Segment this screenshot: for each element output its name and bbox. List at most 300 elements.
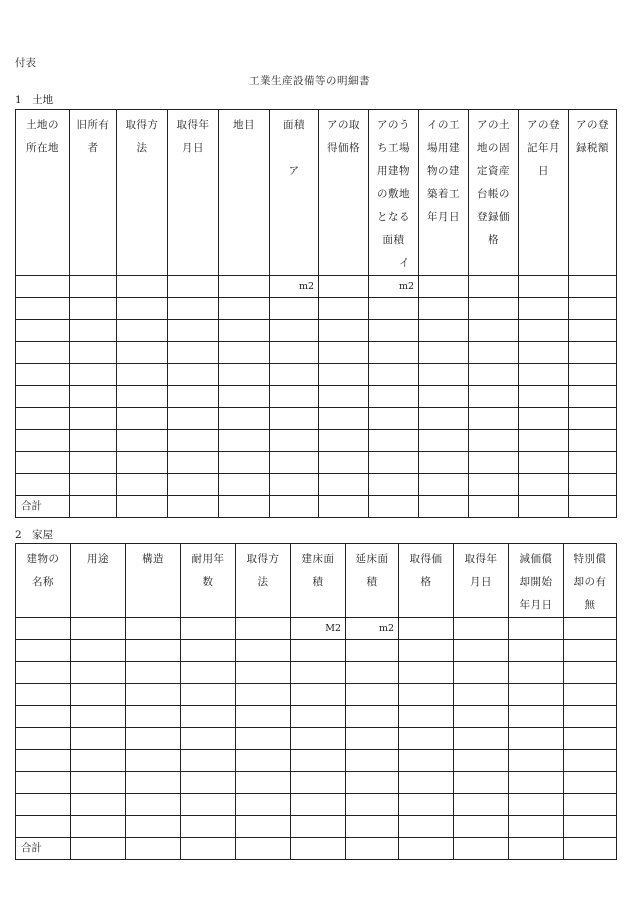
house-data-cell[interactable] xyxy=(291,750,346,772)
house-header-cell xyxy=(509,544,564,618)
house-data-cell[interactable] xyxy=(399,750,454,772)
land-data-cell[interactable] xyxy=(168,298,219,320)
house-data-cell[interactable] xyxy=(71,662,126,684)
house-data-cell[interactable] xyxy=(509,794,564,816)
house-data-cell[interactable] xyxy=(346,728,399,750)
house-data-cell[interactable] xyxy=(236,640,291,662)
land-data-cell[interactable] xyxy=(219,320,270,342)
house-header-cell xyxy=(454,544,509,618)
house-data-cell[interactable] xyxy=(346,794,399,816)
land-data-cell[interactable] xyxy=(168,452,219,474)
land-data-cell[interactable] xyxy=(569,386,617,408)
house-data-cell[interactable] xyxy=(126,816,181,838)
house-data-cell[interactable] xyxy=(399,772,454,794)
house-data-cell[interactable] xyxy=(126,618,181,640)
land-header-cell xyxy=(419,110,469,276)
house-total-cell[interactable] xyxy=(71,838,126,860)
land-data-cell[interactable] xyxy=(270,474,319,496)
house-header-label: 耐用年 数 xyxy=(191,553,225,588)
land-data-cell[interactable] xyxy=(219,408,270,430)
house-data-cell[interactable] xyxy=(399,640,454,662)
house-data-cell[interactable] xyxy=(126,772,181,794)
house-data-cell[interactable] xyxy=(509,662,564,684)
land-header-label: アの登 記年月 日 xyxy=(527,119,560,177)
land-total-cell[interactable] xyxy=(419,496,469,518)
house-data-cell[interactable] xyxy=(346,640,399,662)
land-data-cell[interactable] xyxy=(319,298,369,320)
land-data-cell[interactable] xyxy=(168,408,219,430)
house-data-cell[interactable] xyxy=(236,772,291,794)
house-unit-cell[interactable]: m2 xyxy=(346,618,399,640)
land-data-cell[interactable] xyxy=(270,364,319,386)
house-data-row xyxy=(16,772,617,794)
land-data-cell[interactable] xyxy=(419,276,469,298)
house-header-label: 減価償 却開始 年月日 xyxy=(519,553,553,611)
land-data-cell[interactable] xyxy=(519,364,569,386)
land-data-cell[interactable] xyxy=(117,342,168,364)
land-data-row xyxy=(16,342,617,364)
house-data-cell[interactable] xyxy=(564,618,617,640)
land-data-cell[interactable] xyxy=(70,386,117,408)
land-data-cell[interactable] xyxy=(319,430,369,452)
land-data-cell[interactable] xyxy=(16,320,70,342)
land-data-cell[interactable] xyxy=(117,364,168,386)
house-data-cell[interactable] xyxy=(454,618,509,640)
house-data-cell[interactable] xyxy=(399,706,454,728)
land-total-cell[interactable] xyxy=(369,496,419,518)
house-data-cell[interactable] xyxy=(564,794,617,816)
land-total-cell[interactable] xyxy=(70,496,117,518)
land-data-cell[interactable] xyxy=(519,276,569,298)
house-data-cell[interactable] xyxy=(509,750,564,772)
house-data-cell[interactable] xyxy=(71,640,126,662)
house-data-cell[interactable] xyxy=(126,794,181,816)
land-total-cell[interactable] xyxy=(270,496,319,518)
house-data-cell[interactable] xyxy=(509,772,564,794)
land-data-cell[interactable] xyxy=(168,320,219,342)
land-data-cell[interactable] xyxy=(469,298,519,320)
house-data-cell[interactable] xyxy=(291,794,346,816)
land-header-label: アの登 録税額 xyxy=(576,119,609,154)
land-data-cell[interactable] xyxy=(369,386,419,408)
land-total-cell[interactable] xyxy=(219,496,270,518)
house-total-cell[interactable] xyxy=(236,838,291,860)
land-data-cell[interactable] xyxy=(569,298,617,320)
house-data-cell[interactable] xyxy=(346,684,399,706)
house-data-cell[interactable] xyxy=(291,640,346,662)
land-data-cell[interactable] xyxy=(469,386,519,408)
house-data-cell[interactable] xyxy=(454,794,509,816)
land-data-cell[interactable] xyxy=(16,298,70,320)
house-data-cell[interactable] xyxy=(291,772,346,794)
land-data-cell[interactable] xyxy=(519,430,569,452)
land-data-cell[interactable] xyxy=(16,342,70,364)
land-data-cell[interactable] xyxy=(319,320,369,342)
house-data-cell[interactable] xyxy=(564,640,617,662)
house-data-cell[interactable] xyxy=(291,816,346,838)
land-data-cell[interactable] xyxy=(70,452,117,474)
house-data-cell[interactable] xyxy=(236,750,291,772)
land-data-cell[interactable] xyxy=(117,298,168,320)
land-header-cell xyxy=(569,110,617,276)
land-unit-cell[interactable]: m2 xyxy=(369,276,419,298)
house-total-cell[interactable] xyxy=(181,838,236,860)
land-data-cell[interactable] xyxy=(270,408,319,430)
house-total-cell[interactable] xyxy=(291,838,346,860)
house-data-cell[interactable] xyxy=(509,640,564,662)
house-data-cell[interactable] xyxy=(71,706,126,728)
land-data-cell[interactable] xyxy=(219,386,270,408)
land-data-cell[interactable] xyxy=(168,364,219,386)
land-data-cell[interactable] xyxy=(419,430,469,452)
house-data-row xyxy=(16,816,617,838)
land-header-label: アの取 得価格 xyxy=(327,119,360,154)
house-data-cell[interactable] xyxy=(564,728,617,750)
house-total-cell[interactable] xyxy=(454,838,509,860)
land-data-cell[interactable] xyxy=(369,474,419,496)
house-data-cell[interactable] xyxy=(236,728,291,750)
land-data-cell[interactable] xyxy=(519,342,569,364)
house-data-cell[interactable] xyxy=(16,618,71,640)
house-header-label: 延床面 積 xyxy=(355,553,389,588)
house-header-label: 建床面 積 xyxy=(301,553,335,588)
house-data-cell[interactable] xyxy=(509,728,564,750)
land-data-cell[interactable] xyxy=(369,408,419,430)
house-data-cell[interactable] xyxy=(71,816,126,838)
house-data-cell[interactable] xyxy=(71,794,126,816)
land-data-cell[interactable] xyxy=(117,430,168,452)
house-data-cell[interactable] xyxy=(509,684,564,706)
land-data-cell[interactable] xyxy=(469,474,519,496)
land-data-cell[interactable] xyxy=(469,408,519,430)
land-data-row xyxy=(16,408,617,430)
land-data-cell[interactable] xyxy=(469,364,519,386)
land-data-cell[interactable] xyxy=(270,320,319,342)
land-header-label: アの土 地の固 定資産 台帳の 登録価 格 xyxy=(477,119,510,246)
house-data-cell[interactable] xyxy=(16,706,71,728)
land-data-cell[interactable] xyxy=(419,320,469,342)
land-data-cell[interactable] xyxy=(469,430,519,452)
land-data-cell[interactable] xyxy=(16,452,70,474)
land-data-cell[interactable] xyxy=(319,452,369,474)
land-data-cell[interactable] xyxy=(70,364,117,386)
house-data-cell[interactable] xyxy=(71,618,126,640)
house-data-cell[interactable] xyxy=(346,772,399,794)
land-data-cell[interactable] xyxy=(270,342,319,364)
land-data-cell[interactable] xyxy=(117,474,168,496)
land-data-cell[interactable] xyxy=(369,452,419,474)
land-header-cell xyxy=(219,110,270,276)
document-title: 工業生産設備等の明細書 xyxy=(249,75,370,87)
land-data-cell[interactable] xyxy=(70,320,117,342)
house-unit-cell[interactable]: M2 xyxy=(291,618,346,640)
land-data-cell[interactable] xyxy=(319,364,369,386)
land-data-cell[interactable] xyxy=(319,408,369,430)
land-total-row xyxy=(16,496,617,518)
house-data-cell[interactable] xyxy=(126,684,181,706)
house-data-cell[interactable] xyxy=(346,662,399,684)
land-data-cell[interactable] xyxy=(569,320,617,342)
land-data-cell[interactable] xyxy=(219,430,270,452)
house-data-cell[interactable] xyxy=(291,706,346,728)
land-total-cell[interactable] xyxy=(117,496,168,518)
house-data-cell[interactable] xyxy=(181,640,236,662)
land-data-cell[interactable] xyxy=(419,364,469,386)
house-data-cell[interactable] xyxy=(236,684,291,706)
land-data-cell[interactable] xyxy=(519,386,569,408)
house-data-cell[interactable] xyxy=(16,684,71,706)
house-data-cell[interactable] xyxy=(454,772,509,794)
land-data-cell[interactable] xyxy=(16,276,70,298)
house-data-cell[interactable] xyxy=(509,618,564,640)
house-data-cell[interactable] xyxy=(399,794,454,816)
land-header-label: 取得方 法 xyxy=(125,119,159,154)
land-data-cell[interactable] xyxy=(569,452,617,474)
house-total-cell[interactable] xyxy=(126,838,181,860)
land-data-cell[interactable] xyxy=(319,386,369,408)
land-data-cell[interactable] xyxy=(16,430,70,452)
land-data-cell[interactable] xyxy=(319,276,369,298)
land-header-label: イの工 場用建 物の建 築着工 年月日 xyxy=(427,119,460,223)
house-data-cell[interactable] xyxy=(399,662,454,684)
house-data-cell[interactable] xyxy=(126,706,181,728)
land-data-cell[interactable] xyxy=(70,298,117,320)
house-data-cell[interactable] xyxy=(16,640,71,662)
house-total-label: 合計 xyxy=(16,838,71,860)
land-data-cell[interactable] xyxy=(469,342,519,364)
land-data-row xyxy=(16,386,617,408)
land-data-cell[interactable] xyxy=(519,474,569,496)
house-total-row xyxy=(16,838,617,860)
land-total-cell[interactable] xyxy=(168,496,219,518)
land-total-cell[interactable] xyxy=(469,496,519,518)
land-data-cell[interactable] xyxy=(369,298,419,320)
house-data-cell[interactable] xyxy=(181,816,236,838)
land-data-cell[interactable] xyxy=(319,342,369,364)
house-data-cell[interactable] xyxy=(71,728,126,750)
house-data-cell[interactable] xyxy=(454,750,509,772)
house-data-row xyxy=(16,706,617,728)
house-data-cell[interactable] xyxy=(509,816,564,838)
land-data-cell[interactable] xyxy=(569,430,617,452)
land-data-cell[interactable] xyxy=(117,408,168,430)
land-data-cell[interactable] xyxy=(519,408,569,430)
house-data-cell[interactable] xyxy=(181,728,236,750)
land-data-cell[interactable] xyxy=(369,364,419,386)
house-data-row xyxy=(16,640,617,662)
house-data-cell[interactable] xyxy=(346,706,399,728)
land-data-cell[interactable] xyxy=(569,342,617,364)
land-data-cell[interactable] xyxy=(419,408,469,430)
house-data-cell[interactable] xyxy=(454,662,509,684)
house-data-cell[interactable] xyxy=(509,706,564,728)
house-data-cell[interactable] xyxy=(454,728,509,750)
land-header-cell xyxy=(168,110,219,276)
house-data-cell[interactable] xyxy=(346,816,399,838)
house-data-cell[interactable] xyxy=(454,816,509,838)
land-data-cell[interactable] xyxy=(469,452,519,474)
land-data-cell[interactable] xyxy=(469,320,519,342)
land-total-cell[interactable] xyxy=(519,496,569,518)
land-data-cell[interactable] xyxy=(569,364,617,386)
house-data-cell[interactable] xyxy=(181,662,236,684)
land-data-cell[interactable] xyxy=(569,276,617,298)
land-data-cell[interactable] xyxy=(168,386,219,408)
house-data-cell[interactable] xyxy=(564,662,617,684)
house-header-label: 取得方 法 xyxy=(246,553,280,588)
land-data-cell[interactable] xyxy=(117,320,168,342)
house-data-cell[interactable] xyxy=(16,662,71,684)
land-data-row xyxy=(16,452,617,474)
house-data-cell[interactable] xyxy=(181,684,236,706)
house-data-cell[interactable] xyxy=(71,772,126,794)
land-header-cell xyxy=(70,110,117,276)
house-header-label: 取得年 月日 xyxy=(464,553,498,588)
land-header-label: 地目 xyxy=(233,119,255,131)
land-data-cell[interactable] xyxy=(117,452,168,474)
house-data-cell[interactable] xyxy=(181,772,236,794)
land-data-cell[interactable] xyxy=(16,474,70,496)
house-total-cell[interactable] xyxy=(509,838,564,860)
land-total-cell[interactable] xyxy=(569,496,617,518)
land-header-cell xyxy=(16,110,70,276)
house-data-cell[interactable] xyxy=(346,750,399,772)
house-data-cell[interactable] xyxy=(236,706,291,728)
land-data-row xyxy=(16,364,617,386)
house-data-cell[interactable] xyxy=(564,816,617,838)
land-data-cell[interactable] xyxy=(70,408,117,430)
land-data-cell[interactable] xyxy=(270,386,319,408)
house-data-cell[interactable] xyxy=(16,794,71,816)
house-data-cell[interactable] xyxy=(454,684,509,706)
land-data-cell[interactable] xyxy=(419,386,469,408)
land-data-cell[interactable] xyxy=(219,364,270,386)
land-data-cell[interactable] xyxy=(168,276,219,298)
house-data-row xyxy=(16,684,617,706)
house-header-label: 建物の 名称 xyxy=(26,553,60,588)
house-data-cell[interactable] xyxy=(16,816,71,838)
land-header-row xyxy=(16,110,617,276)
house-data-cell[interactable] xyxy=(291,662,346,684)
house-data-cell[interactable] xyxy=(454,706,509,728)
house-total-cell[interactable] xyxy=(564,838,617,860)
land-data-cell[interactable] xyxy=(369,320,419,342)
land-data-cell[interactable] xyxy=(70,474,117,496)
land-data-cell[interactable] xyxy=(219,342,270,364)
house-total-cell[interactable] xyxy=(399,838,454,860)
land-data-cell[interactable] xyxy=(70,430,117,452)
land-data-cell[interactable] xyxy=(519,452,569,474)
house-data-cell[interactable] xyxy=(181,618,236,640)
land-data-row xyxy=(16,474,617,496)
land-data-cell[interactable] xyxy=(219,474,270,496)
house-data-cell[interactable] xyxy=(399,728,454,750)
land-data-cell[interactable] xyxy=(16,364,70,386)
land-header-label: 土地の 所在地 xyxy=(26,119,59,154)
land-total-cell[interactable] xyxy=(319,496,369,518)
land-data-cell[interactable] xyxy=(168,474,219,496)
house-data-cell[interactable] xyxy=(126,728,181,750)
land-data-cell[interactable] xyxy=(70,342,117,364)
house-data-cell[interactable] xyxy=(291,728,346,750)
house-data-cell[interactable] xyxy=(71,750,126,772)
house-data-cell[interactable] xyxy=(564,706,617,728)
land-data-cell[interactable] xyxy=(219,298,270,320)
house-data-cell[interactable] xyxy=(126,750,181,772)
land-data-cell[interactable] xyxy=(16,408,70,430)
house-data-cell[interactable] xyxy=(181,706,236,728)
house-data-cell[interactable] xyxy=(454,640,509,662)
land-data-cell[interactable] xyxy=(70,276,117,298)
house-data-cell[interactable] xyxy=(16,750,71,772)
land-unit-cell[interactable]: m2 xyxy=(270,276,319,298)
house-data-cell[interactable] xyxy=(236,618,291,640)
land-header-cell xyxy=(270,110,319,276)
house-data-cell[interactable] xyxy=(564,772,617,794)
house-data-cell[interactable] xyxy=(71,684,126,706)
house-header-label: 特別償 却の有 無 xyxy=(573,553,607,611)
land-data-cell[interactable] xyxy=(519,320,569,342)
land-header-label: 旧所有 者 xyxy=(76,119,110,154)
land-data-cell[interactable] xyxy=(219,452,270,474)
land-data-cell[interactable] xyxy=(469,276,519,298)
house-header-cell xyxy=(291,544,346,618)
house-data-cell[interactable] xyxy=(564,750,617,772)
land-data-cell[interactable] xyxy=(219,276,270,298)
land-header-cell xyxy=(319,110,369,276)
house-data-cell[interactable] xyxy=(399,684,454,706)
land-data-row xyxy=(16,298,617,320)
land-data-cell[interactable] xyxy=(569,408,617,430)
house-data-cell[interactable] xyxy=(126,662,181,684)
house-data-cell[interactable] xyxy=(16,772,71,794)
house-data-row xyxy=(16,662,617,684)
house-header-cell xyxy=(181,544,236,618)
land-data-cell[interactable] xyxy=(419,298,469,320)
land-data-cell[interactable] xyxy=(270,452,319,474)
land-data-cell[interactable] xyxy=(270,298,319,320)
house-data-cell[interactable] xyxy=(236,816,291,838)
house-data-cell[interactable] xyxy=(399,618,454,640)
land-data-cell[interactable] xyxy=(519,298,569,320)
land-data-row xyxy=(16,430,617,452)
house-total-cell[interactable] xyxy=(346,838,399,860)
land-data-cell[interactable] xyxy=(369,430,419,452)
house-data-cell[interactable] xyxy=(181,794,236,816)
land-data-cell[interactable] xyxy=(569,474,617,496)
house-data-cell[interactable] xyxy=(564,684,617,706)
house-data-cell[interactable] xyxy=(236,794,291,816)
land-data-cell[interactable] xyxy=(270,430,319,452)
house-data-cell[interactable] xyxy=(236,662,291,684)
land-data-cell[interactable] xyxy=(419,474,469,496)
land-data-cell[interactable] xyxy=(117,386,168,408)
land-data-row xyxy=(16,320,617,342)
land-data-cell[interactable] xyxy=(419,452,469,474)
land-data-cell[interactable] xyxy=(419,342,469,364)
house-data-cell[interactable] xyxy=(181,750,236,772)
land-data-cell[interactable] xyxy=(369,342,419,364)
land-data-cell[interactable] xyxy=(319,474,369,496)
house-data-cell[interactable] xyxy=(399,816,454,838)
land-data-cell[interactable] xyxy=(16,386,70,408)
house-data-cell[interactable] xyxy=(16,728,71,750)
land-data-cell[interactable] xyxy=(168,342,219,364)
land-data-cell[interactable] xyxy=(168,430,219,452)
house-data-cell[interactable] xyxy=(291,684,346,706)
land-data-cell[interactable] xyxy=(117,276,168,298)
house-data-cell[interactable] xyxy=(126,640,181,662)
